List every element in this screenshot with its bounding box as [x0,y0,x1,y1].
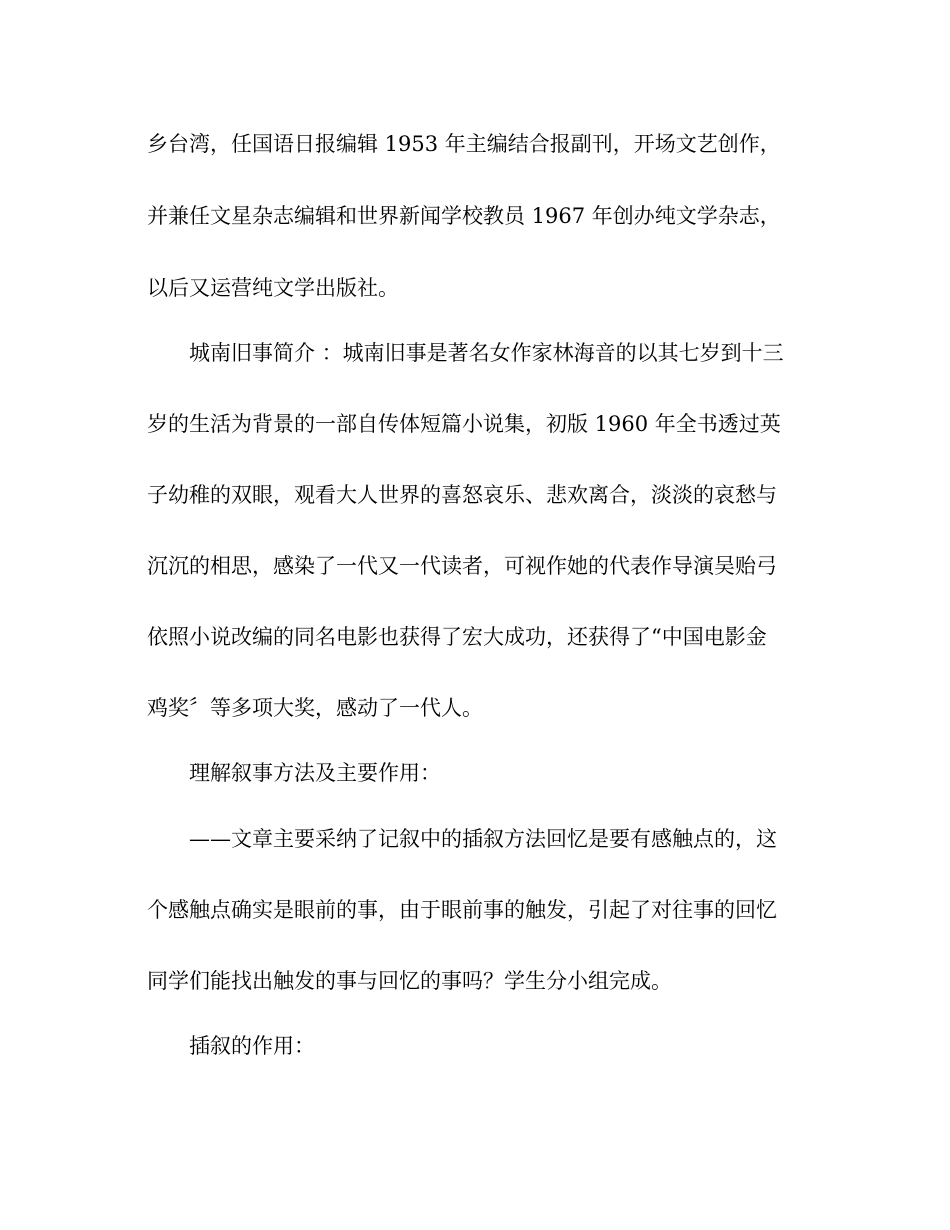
section-heading-flashback: 插叙的作用： [189,1034,315,1058]
paragraph-line-5: 岁的生活为背景的一部自传体短篇小说集，初版 1960 年全书透过英 [147,412,781,436]
paragraph-line-12: 个感触点确实是眼前的事，由于眼前事的触发，引起了对往事的回忆 [147,898,777,922]
paragraph-line-6: 子幼稚的双眼，观看大人世界的喜怒哀乐、悲欢离合，淡淡的哀愁与 [147,483,777,507]
paragraph-line-1: 乡台湾，任国语日报编辑 1953 年主编结合报副刊，开场文艺创作， [147,132,781,156]
paragraph-line-3: 以后又运营纯文学出版社。 [147,276,399,300]
paragraph-line-8: 依照小说改编的同名电影也获得了宏大成功，还获得了“中国电影金 [147,625,767,649]
paragraph-line-9: 鸡奖〞等多项大奖，感动了一代人。 [147,696,483,720]
paragraph-line-11: ——文章主要采纳了记叙中的插叙方法回忆是要有感触点的，这 [189,827,777,851]
section-heading-narrative: 理解叙事方法及主要作用： [189,761,441,785]
paragraph-line-7: 沉沉的相思，感染了一代又一代读者，可视作她的代表作导演吴贻弓 [147,554,777,578]
paragraph-line-4: 城南旧事简介 ：城南旧事是著名女作家林海音的以其七岁到十三 [189,341,784,365]
paragraph-line-13: 同学们能找出触发的事与回忆的事吗？学生分小组完成。 [147,969,672,993]
paragraph-line-2: 并兼任文星杂志编辑和世界新闻学校教员 1967 年创办纯文学杂志， [147,204,781,228]
